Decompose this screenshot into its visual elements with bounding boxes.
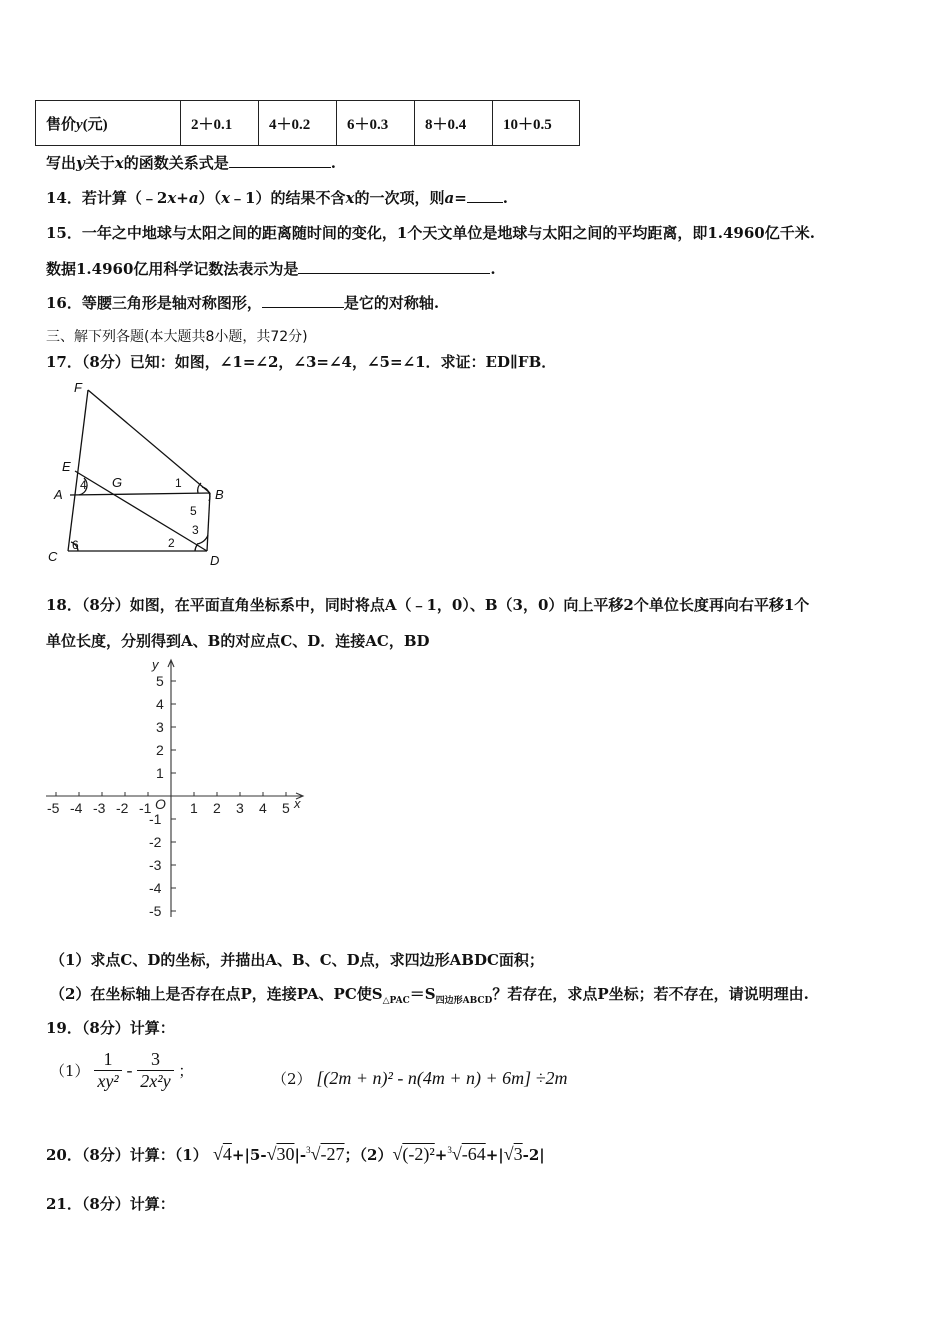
- y-tick-label: -3: [149, 857, 162, 873]
- x-tick-label: 2: [213, 800, 221, 816]
- q19-part2: （2） [(2m + n)² - n(4m + n) + 6m] ÷2m: [272, 1068, 568, 1088]
- x-axis-label: x: [294, 796, 301, 811]
- y-tick-label: 1: [156, 765, 164, 781]
- segment-fc: [68, 390, 88, 551]
- x-tick-label: 4: [259, 800, 267, 816]
- y-axis-label: y: [152, 657, 159, 672]
- label-c: C: [48, 549, 58, 564]
- y-tick-label: 3: [156, 719, 164, 735]
- x-tick-label: -3: [93, 800, 106, 816]
- q16-text: 16．等腰三角形是轴对称图形， 是它的对称轴.: [46, 294, 440, 312]
- q18-line1: 18．（8分）如图，在平面直角坐标系中，同时将点A（﹣1，0）、B（3，0）向上平移2个单位长度再向右平移1个: [46, 596, 810, 614]
- segment-bd: [207, 493, 210, 551]
- price-table-cell: 10＋0.5: [493, 101, 580, 146]
- origin-label: O: [155, 796, 166, 812]
- q15-line2: 数据1.4960亿用科学记数法表示为是 .: [46, 260, 496, 278]
- fraction: $\frac{1}{\text{xy²}}$: [94, 1049, 121, 1092]
- price-table: [35, 100, 580, 146]
- x-tick-label: 3: [236, 800, 244, 816]
- answer-blank: [298, 259, 490, 274]
- x-tick-label: -1: [139, 800, 152, 816]
- y-tick-label: -2: [149, 834, 162, 850]
- price-table-cell: 6＋0.3: [337, 101, 415, 146]
- x-tick-label: 5: [282, 800, 290, 816]
- fraction: $\frac{3}{\text{2x²y}}$: [137, 1049, 173, 1092]
- angle-label-1: 1: [175, 476, 182, 490]
- answer-blank: [229, 153, 331, 168]
- y-tick-label: -1: [149, 811, 162, 827]
- angle-arc-5: [202, 487, 210, 501]
- label-g: G: [112, 475, 123, 490]
- price-table-cell: 4＋0.2: [259, 101, 337, 146]
- label-f: F: [74, 380, 82, 395]
- x-tick-label: -4: [70, 800, 83, 816]
- q19-title: 19．（8分）计算：: [46, 1019, 175, 1037]
- y-tick-label: 4: [156, 696, 164, 712]
- q14-text: 14．若计算（﹣2x+a）（x﹣1）的结果不含x的一次项，则a= .: [46, 189, 509, 207]
- label-e: E: [62, 459, 71, 474]
- coordinate-plane: [40, 655, 310, 927]
- label-b: B: [215, 487, 224, 502]
- segment-ed: [75, 471, 207, 551]
- price-table-cell: 2＋0.1: [181, 101, 259, 146]
- angle-label-6: 6: [72, 538, 79, 552]
- q18-line2: 单位长度，分别得到A、B的对应点C、D．连接AC，BD: [46, 632, 430, 650]
- q17-figure: [40, 375, 240, 570]
- angle-arc-2: [195, 545, 197, 551]
- segment-fb: [88, 390, 210, 493]
- y-tick-label: 2: [156, 742, 164, 758]
- x-tick-label: 1: [190, 800, 198, 816]
- label-d: D: [210, 553, 220, 568]
- q18-part1: （1）求点C、D的坐标，并描出A、B、C、D点，求四边形ABDC面积；: [50, 951, 544, 969]
- answer-blank: [467, 188, 503, 203]
- price-table-header: 售价y(元): [36, 101, 181, 146]
- q15-line1: 15．一年之中地球与太阳之间的距离随时间的变化，1个天文单位是地球与太阳之间的平均距离，即1.4960亿千米.: [46, 224, 815, 242]
- x-tick-label: -5: [47, 800, 60, 816]
- q18-part2: （2）在坐标轴上是否存在点P，连接PA、PC使$S_{\triangle PAC}=S_{四边形ABCD}$？若存在，求点P坐标；若不存在，请说明理由.: [50, 985, 809, 1006]
- y-tick-label: -5: [149, 903, 162, 919]
- angle-label-5: 5: [190, 504, 197, 518]
- answer-blank: [262, 293, 344, 308]
- segment-ab: [70, 493, 210, 495]
- angle-label-2: 2: [168, 536, 175, 550]
- angle-label-3: 3: [192, 523, 199, 537]
- q19-part1: （1） $\frac{1}{\text{xy²}}$ - $\frac{3}{\text{2x²y}}$ ；: [50, 1049, 194, 1091]
- q17-text: 17．（8分）已知：如图，∠1=∠2，∠3=∠4，∠5=∠1．求证：ED∥FB．: [46, 353, 557, 371]
- y-tick-label: 5: [156, 673, 164, 689]
- section-heading: 三、解下列各题(本大题共8小题，共72分): [46, 329, 308, 345]
- q13-text: 写出y关于x的函数关系式是 .: [46, 154, 336, 172]
- q20-text: 20．（8分）计算：（1） √4+|5-√30|-$^3$√-27；（2）√(-2)²+$^3$√-64+|√3-2|: [46, 1144, 545, 1164]
- price-table-cell: 8＋0.4: [415, 101, 493, 146]
- y-tick-label: -4: [149, 880, 162, 896]
- x-tick-label: -2: [116, 800, 129, 816]
- q21-title: 21．（8分）计算：: [46, 1195, 175, 1213]
- label-a: A: [54, 487, 63, 502]
- angle-label-4: 4: [80, 478, 87, 492]
